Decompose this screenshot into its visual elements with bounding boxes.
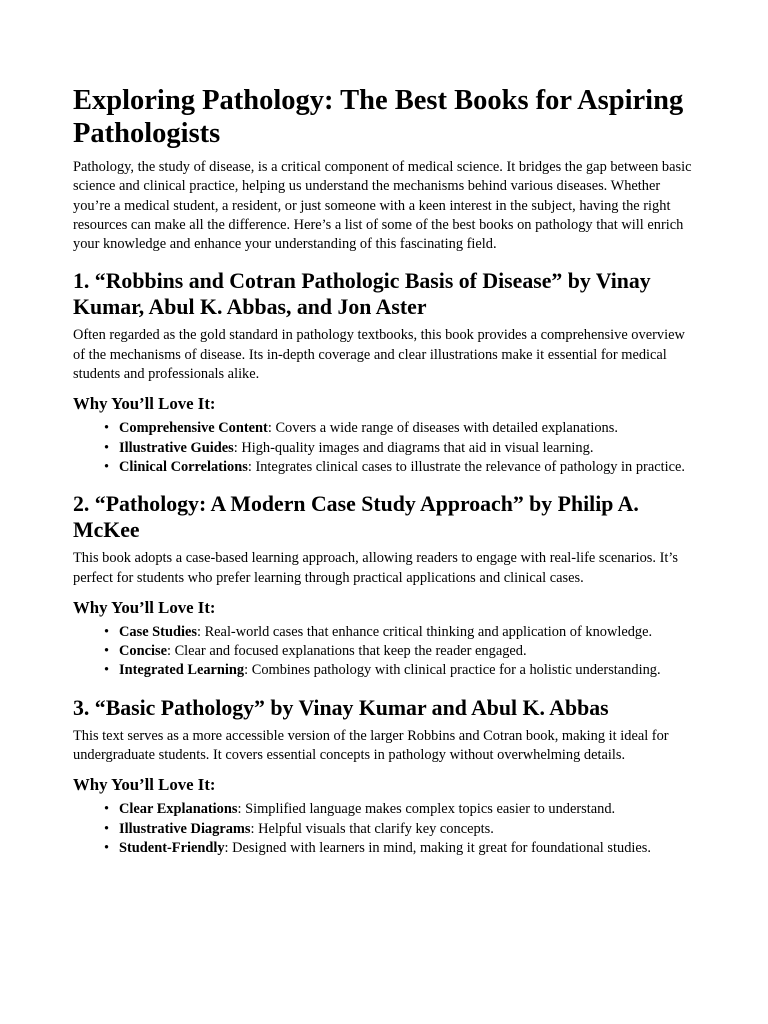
- feature-text: : Clear and focused explanations that keep the reader engaged.: [166, 643, 527, 660]
- book-section-2: [73, 491, 696, 680]
- feature-item: [104, 458, 696, 477]
- bullet-icon: •: [104, 839, 110, 856]
- feature-term: Concise: [119, 643, 167, 660]
- feature-term: Student-Friendly: [119, 839, 225, 856]
- feature-term: Illustrative Diagrams: [119, 820, 251, 837]
- book-section-1: [73, 268, 696, 477]
- feature-list: [73, 800, 696, 858]
- feature-term: Clear Explanations: [119, 801, 238, 818]
- feature-item: [104, 661, 696, 680]
- bullet-icon: •: [104, 458, 110, 475]
- feature-term: Clinical Correlations: [119, 458, 248, 475]
- feature-item: [104, 839, 696, 858]
- book-description: This book adopts a case-based learning approach, allowing readers to engage with real-life scenarios. It’s perfect for students who prefer learning through practical applications and clinical cases.: [73, 550, 678, 586]
- feature-item: [104, 800, 696, 819]
- bullet-icon: •: [104, 420, 110, 437]
- feature-item: [104, 439, 696, 458]
- feature-list: [73, 419, 696, 477]
- feature-text: : Simplified language makes complex topics easier to understand.: [237, 801, 616, 818]
- bullet-icon: •: [104, 662, 110, 679]
- book-heading: 3. “Basic Pathology” by Vinay Kumar and Abul K. Abbas: [73, 695, 609, 720]
- bullet-icon: •: [104, 439, 110, 456]
- bullet-icon: •: [104, 820, 110, 837]
- feature-term: Case Studies: [119, 623, 197, 640]
- feature-text: : Combines pathology with clinical practice for a holistic understanding.: [244, 662, 661, 679]
- why-heading: Why You’ll Love It:: [73, 775, 216, 795]
- book-section-3: [73, 695, 696, 858]
- feature-text: : High-quality images and diagrams that aid in visual learning.: [233, 439, 594, 456]
- bullet-icon: •: [104, 643, 110, 660]
- why-heading: Why You’ll Love It:: [73, 597, 216, 617]
- feature-list: [73, 623, 696, 681]
- bullet-icon: •: [104, 801, 110, 818]
- feature-text: : Designed with learners in mind, making it great for foundational studies.: [224, 839, 651, 856]
- book-description: Often regarded as the gold standard in pathology textbooks, this book provides a comprehensive overview of the mechanisms of disease. Its in-depth coverage and clear illustrations make it essential for medical students and professionals alike.: [73, 327, 685, 383]
- feature-item: [104, 642, 696, 661]
- feature-text: : Helpful visuals that clarify key concepts.: [250, 820, 494, 837]
- bullet-icon: •: [104, 623, 110, 640]
- feature-term: Comprehensive Content: [119, 420, 268, 437]
- feature-item: [104, 623, 696, 642]
- feature-text: : Integrates clinical cases to illustrate the relevance of pathology in practice.: [247, 458, 685, 475]
- feature-item: [104, 820, 696, 839]
- book-description: This text serves as a more accessible version of the larger Robbins and Cotran book, making it ideal for undergraduate students. It covers essential concepts in pathology without overwhelming details.: [73, 727, 669, 764]
- page-title: Exploring Pathology: The Best Books for Aspiring Pathologists: [73, 85, 684, 149]
- intro-paragraph: Pathology, the study of disease, is a critical component of medical science. It bridges the gap between basic science and clinical practice, helping us understand the mechanisms behind various diseases. Whether you’re a medical student, a resident, or just someone with a keen interest in the subject, having the right resources can make all the difference. Here’s a list of some of the best books on pathology that will enrich your knowledge and enhance your understanding of this fascinating field.: [73, 159, 692, 253]
- feature-text: : Covers a wide range of diseases with detailed explanations.: [267, 420, 618, 437]
- feature-term: Integrated Learning: [119, 662, 245, 679]
- feature-text: : Real-world cases that enhance critical thinking and application of knowledge.: [196, 623, 653, 640]
- why-heading: Why You’ll Love It:: [73, 394, 216, 414]
- feature-item: [104, 419, 696, 438]
- book-heading: 1. “Robbins and Cotran Pathologic Basis of Disease” by Vinay Kumar, Abul K. Abbas, and Jon Aster: [73, 269, 651, 320]
- book-heading: 2. “Pathology: A Modern Case Study Approach” by Philip A. McKee: [73, 492, 639, 543]
- feature-term: Illustrative Guides: [119, 439, 234, 456]
